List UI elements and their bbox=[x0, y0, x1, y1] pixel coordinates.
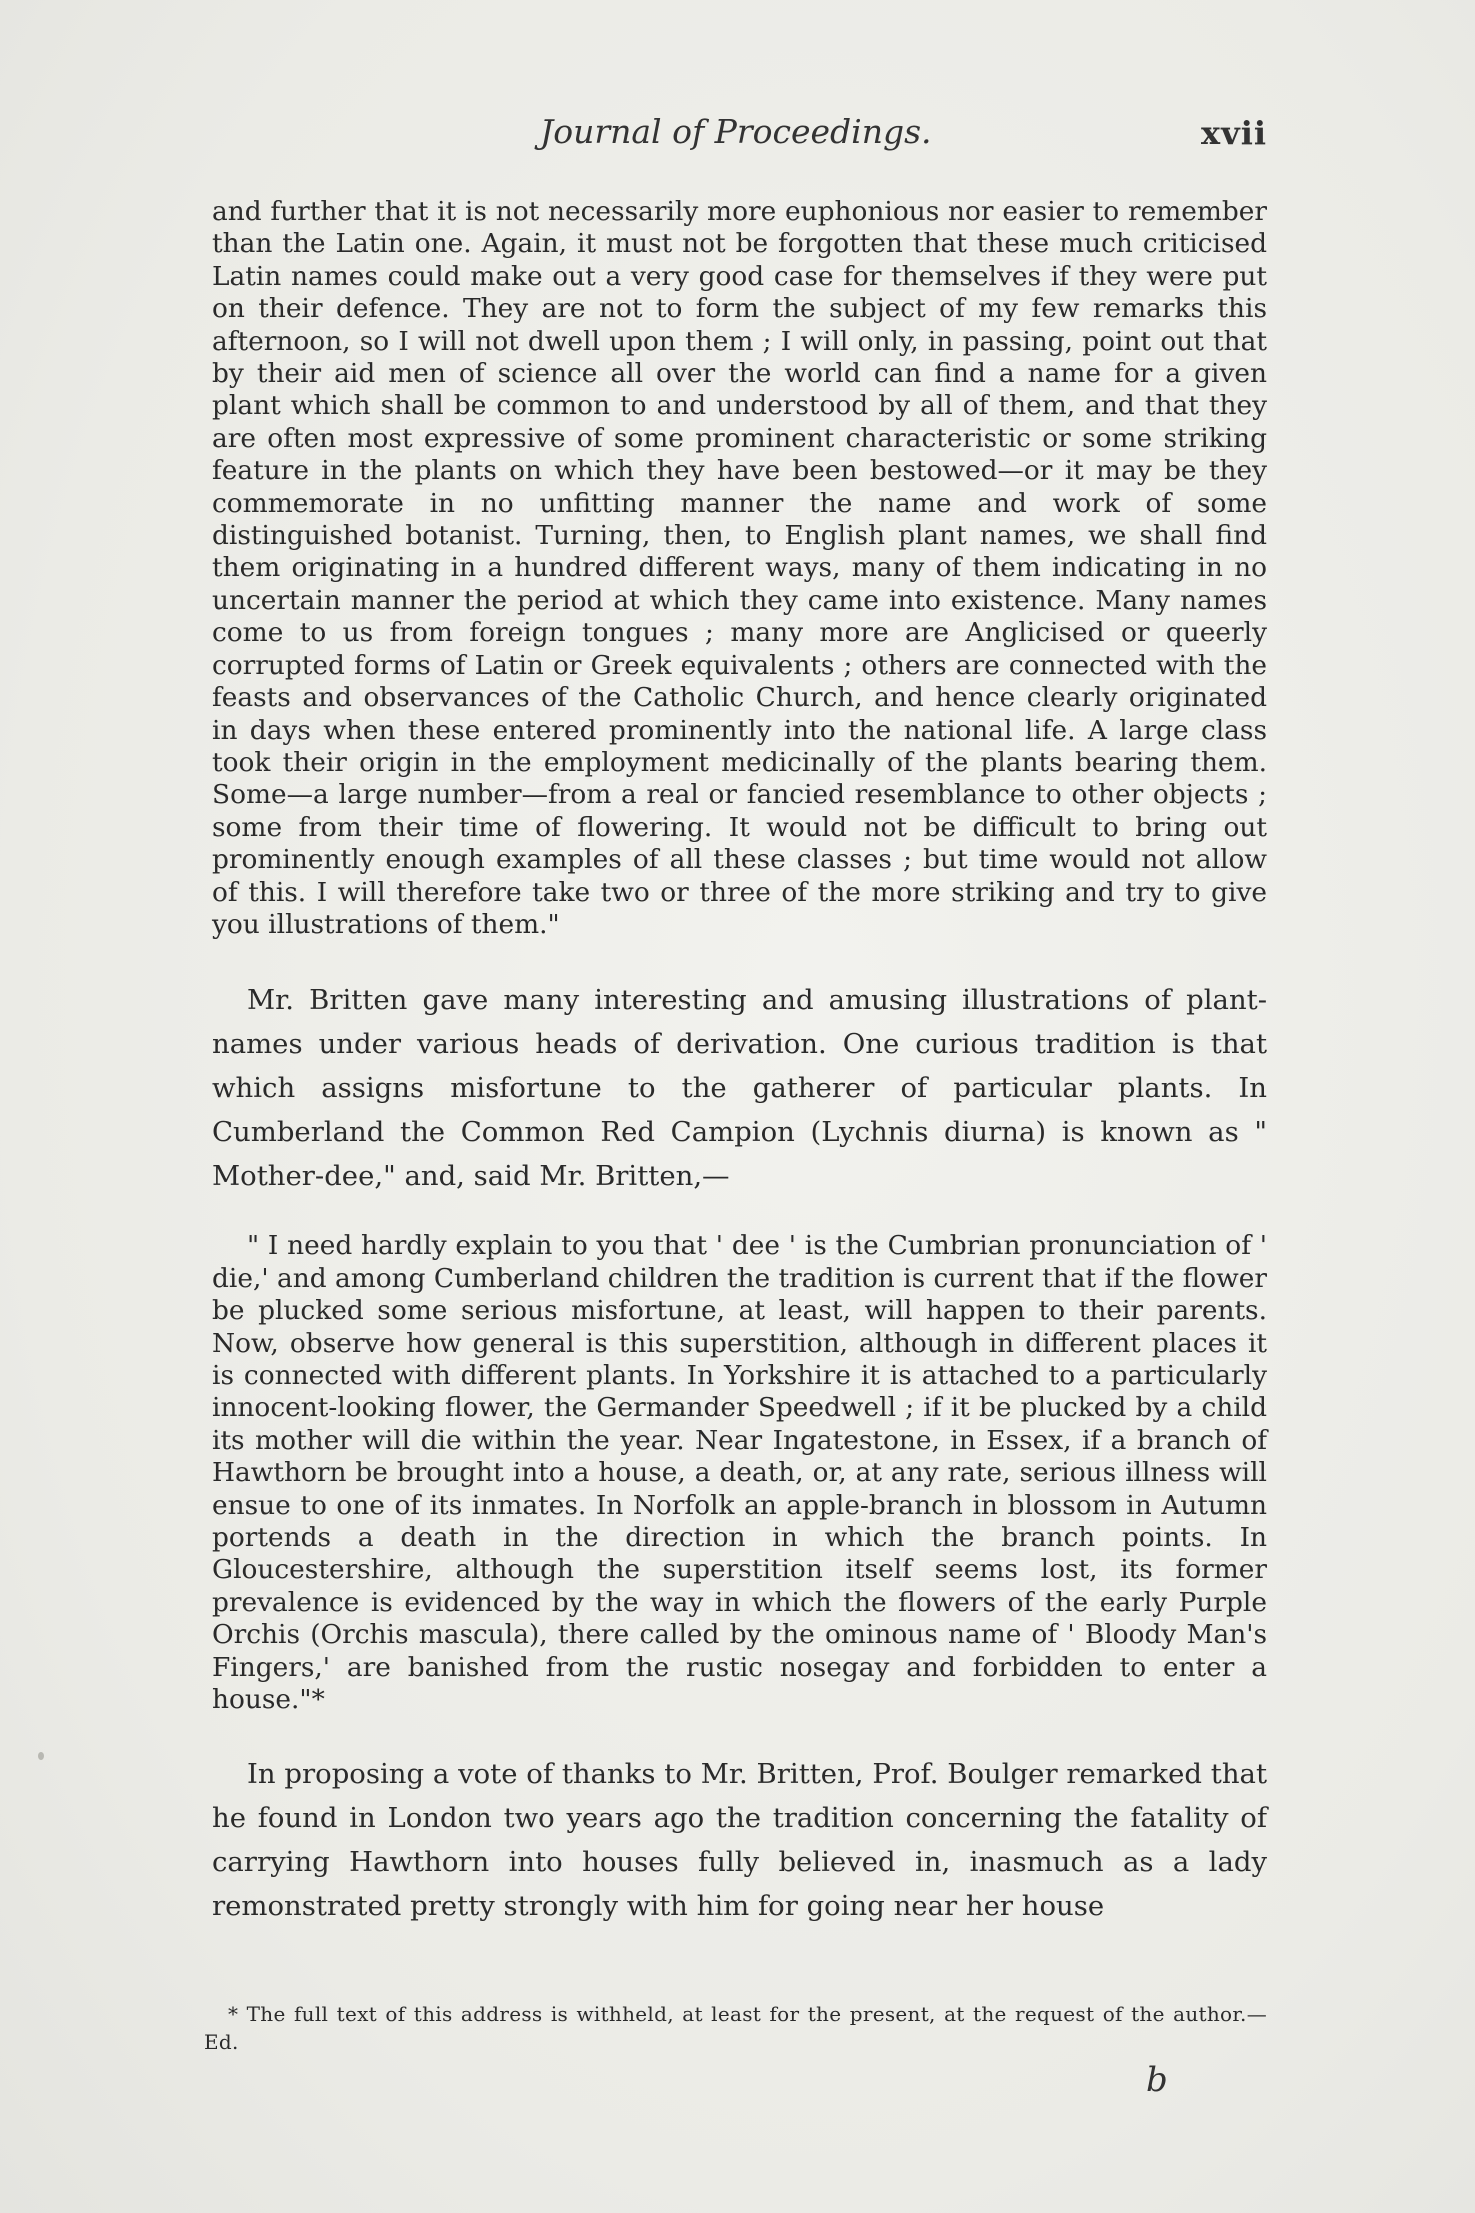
paper-speck bbox=[38, 1752, 44, 1760]
body-text bbox=[212, 196, 1267, 1928]
footnote: * The full text of this address is withheld, at least for the present, at the request of the author.—Ed. bbox=[204, 2002, 1267, 2054]
signature-mark: b bbox=[1146, 2060, 1168, 2100]
paragraph-3: " I need hardly explain to you that ' dee ' is the Cumbrian pronunciation of ' die,' and among Cumberland children the tradition is current that if the flower be plucked some serious misfortune, at least, will happen to their parents. Now, observe how general is this superstition, although in different places it is connected with different plants. In Yorkshire it is attached to a particularly innocent-looking flower, the Germander Speedwell ; if it be plucked by a child its mother will die within the year. Near Ingatestone, in Essex, if a branch of Hawthorn be brought into a house, a death, or, at any rate, serious illness will ensue to one of its inmates. In Norfolk an apple-branch in blossom in Autumn portends a death in the direction in which the branch points. In Gloucestershire, although the superstition itself seems lost, its former prevalence is evidenced by the way in which the flowers of the early Purple Orchis (Orchis mascula), there called by the ominous name of ' Bloody Man's Fingers,' are banished from the rustic nosegay and forbidden to enter a house."* bbox=[212, 1230, 1267, 1716]
running-head: Journal of Proceedings. bbox=[540, 112, 932, 151]
paragraph-4: In proposing a vote of thanks to Mr. Britten, Prof. Boulger remarked that he found in London two years ago the tradition concerning the fatality of carrying Hawthorn into houses fully believed in, inasmuch as a lady remonstrated pretty strongly with him for going near her house bbox=[212, 1758, 1267, 1923]
page-header bbox=[212, 108, 1267, 156]
paragraph-2: Mr. Britten gave many interesting and amusing illustrations of plant-names under various heads of derivation. One curious tradition is that which assigns misfortune to the gatherer of particular plants. In Cumberland the Common Red Campion (Lychnis diurna) is known as " Mother-dee," and, said Mr. Britten,— bbox=[212, 984, 1267, 1193]
paragraph-1: and further that it is not necessarily more euphonious nor easier to remember than the Latin one. Again, it must not be forgotten that these much criticised Latin names could make out a very good case for themselves if they were put on their defence. They are not to form the subject of my few remarks this afternoon, so I will not dwell upon them ; I will only, in passing, point out that by their aid men of science all over the world can find a name for a given plant which shall be common to and understood by all of them, and that they are often most expressive of some prominent characteristic or some striking feature in the plants on which they have been bestowed—or it may be they commemorate in no unfitting manner the name and work of some distinguished botanist. Turning, then, to English plant names, we shall find them originating in a hundred different ways, many of them indicating in no uncertain manner the period at which they came into existence. Many names come to us from foreign tongues ; many more are Anglicised or queerly corrupted forms of Latin or Greek equivalents ; others are connected with the feasts and observances of the Catholic Church, and hence clearly originated in days when these entered prominently into the national life. A large class took their origin in the employment medicinally of the plants bearing them. Some—a large number—from a real or fancied resemblance to other objects ; some from their time of flowering. It would not be difficult to bring out prominently enough examples of all these classes ; but time would not allow of this. I will therefore take two or three of the more striking and try to give you illustrations of them." bbox=[212, 196, 1267, 940]
page-number: xvii bbox=[1201, 114, 1267, 152]
